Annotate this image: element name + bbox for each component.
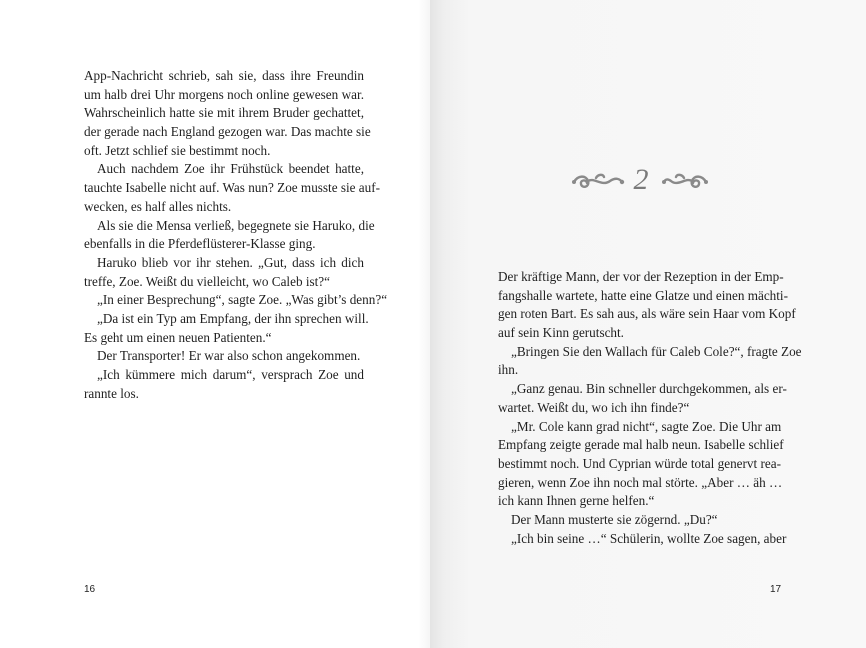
text-line: ebenfalls in die Pferdeflüsterer-Klasse ging. [84,236,316,252]
text-line: „Ganz genau. Bin schneller durchgekommen, als er- [511,381,787,397]
text-line: „In einer Besprechung“, sagte Zoe. „Was gibt’s denn?“ [97,292,388,308]
page-number-left: 16 [84,584,96,595]
text-line: „Ich bin seine …“ Schülerin, wollte Zoe sagen, aber [511,530,787,546]
text-line: Es geht um einen neuen Patienten.“ [84,329,272,345]
text-line: Der Mann musterte sie zögernd. „Du?“ [511,511,718,527]
text-line: Haruko blieb vor ihr stehen. „Gut, dass ich dich [97,254,364,270]
text-line: „Bringen Sie den Wallach für Caleb Cole?“, fragte Zoe [511,343,802,359]
text-line: Als sie die Mensa verließ, begegnete sie Haruko, die [97,217,375,233]
right-page-body-text [498,268,802,548]
text-line: tauchte Isabelle nicht auf. Was nun? Zoe musste sie auf- [84,180,381,196]
left-page-body-text [84,67,388,403]
text-line: „Da ist ein Typ am Empfang, der ihn sprechen will. [97,310,369,326]
text-line: fangshalle wartete, hatte eine Glatze und einen mächti- [498,287,788,303]
scroll-flourish-left-icon [570,171,626,198]
gutter-shadow [418,0,430,648]
text-line: Empfang zeigte gerade mal halb neun. Isabelle schlief [498,437,784,453]
text-line: Wahrscheinlich hatte sie mit ihrem Bruder gechattet, [84,105,364,121]
text-line: gieren, wenn Zoe ihn noch mal störte. „Aber … äh … [498,474,783,490]
text-line: wartet. Weißt du, wo ich ihn finde?“ [498,399,690,415]
chapter-number: 2 [633,163,649,196]
text-line: rannte los. [84,385,139,401]
text-line: Der kräftige Mann, der vor der Rezeption in der Emp- [498,269,784,284]
text-line: ihn. [498,362,519,378]
text-line: „Ich kümmere mich darum“, versprach Zoe und [97,367,364,382]
text-line: oft. Jetzt schlief sie bestimmt noch. [84,142,271,158]
text-line: bestimmt noch. Und Cyprian würde total genervt rea- [498,455,781,471]
text-line: Auch nachdem Zoe ihr Frühstück beendet hatte, [97,161,364,177]
text-line: Der Transporter! Er war also schon angekommen. [97,348,361,364]
text-line: der gerade nach England gezogen war. Das machte sie [84,124,371,140]
text-line: um halb drei Uhr morgens noch online gewesen war. [84,86,364,102]
text-line: auf sein Kinn gerutscht. [498,325,624,341]
text-line: ich kann Ihnen gerne helfen.“ [498,493,655,509]
text-line: treffe, Zoe. Weißt du vielleicht, wo Caleb ist?“ [84,273,331,289]
text-line: „Mr. Cole kann grad nicht“, sagte Zoe. Die Uhr am [511,418,782,434]
left-page [0,0,430,648]
text-line: gen roten Bart. Es sah aus, als wäre sein Haar vom Kopf [498,306,796,322]
text-line: wecken, es half alles nichts. [84,198,232,214]
scroll-flourish-right-icon [662,171,710,198]
page-number-right: 17 [770,584,782,595]
text-line: App-Nachricht schrieb, sah sie, dass ihre Freundin [84,68,364,83]
chapter-heading [570,164,710,196]
